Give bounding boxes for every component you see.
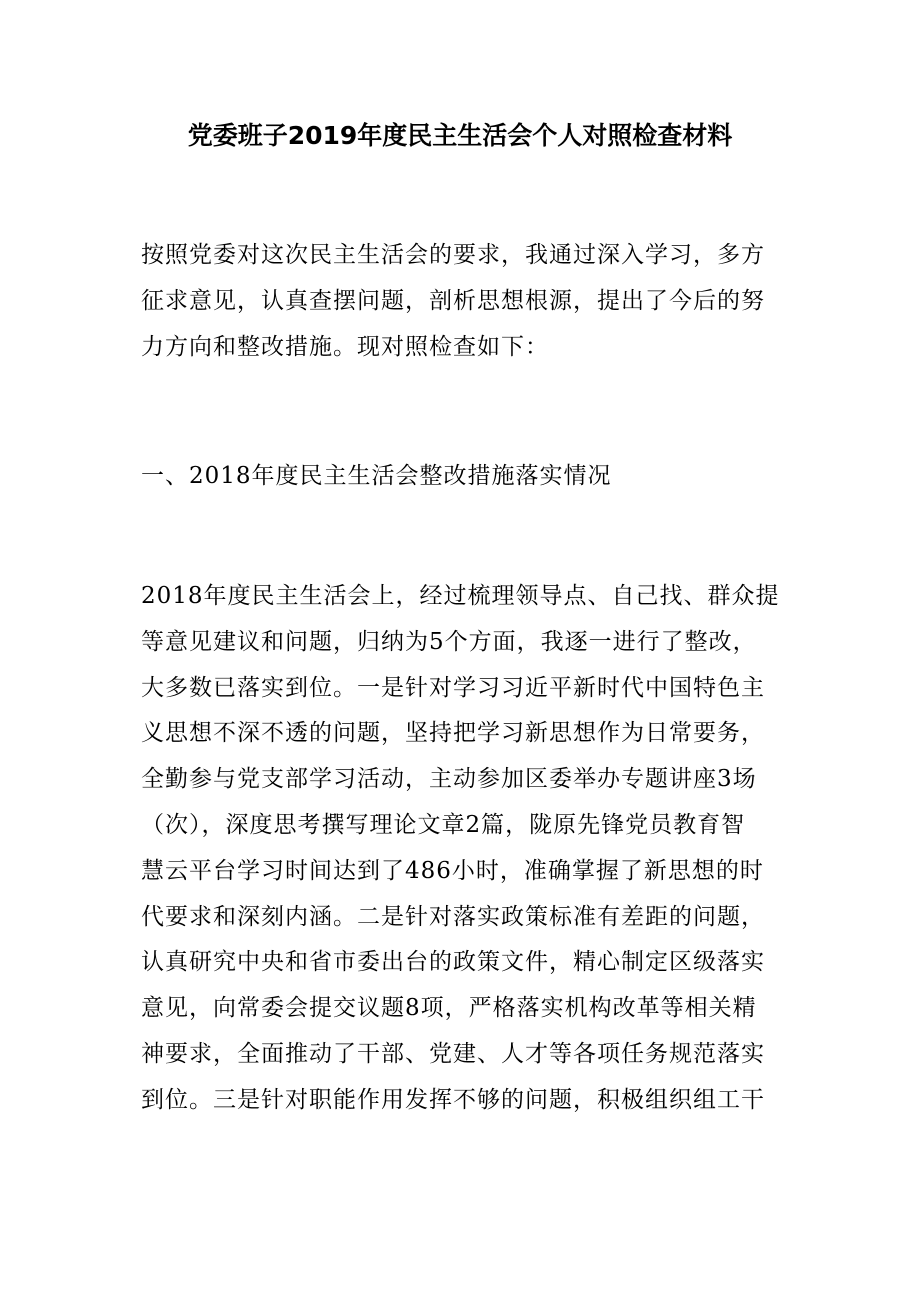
body-line: 到位。三是针对职能作用发挥不够的问题，积极组织组工干 xyxy=(141,1086,765,1113)
body-line: 2018年度民主生活会上，经过梳理领导点、自己找、群众提 xyxy=(141,583,780,609)
intro-line: 征求意见，认真查摆问题，剖析思想根源，提出了今后的努 xyxy=(141,287,765,314)
body-line: 大多数已落实到位。一是针对学习习近平新时代中国特色主 xyxy=(141,674,765,701)
section-heading xyxy=(141,454,783,500)
body-line: 等意见建议和问题，归纳为5个方面，我逐一进行了整改， xyxy=(141,628,757,655)
body-line: 慧云平台学习时间达到了486小时，准确掌握了新思想的时 xyxy=(141,857,764,884)
body-line: 全勤参与党支部学习活动，主动参加区委举办专题讲座3场 xyxy=(141,766,757,793)
body-line: 认真研究中央和省市委出台的政策文件，精心制定区级落实 xyxy=(141,949,765,976)
section-heading-text: 一、2018年度民主生活会整改措施落实情况 xyxy=(141,463,612,489)
body-line: 义思想不深不透的问题，坚持把学习新思想作为日常要务， xyxy=(141,720,765,747)
intro-paragraph xyxy=(141,233,783,370)
intro-line: 按照党委对这次民主生活会的要求，我通过深入学习，多方 xyxy=(141,242,765,268)
section-body-paragraph xyxy=(141,574,783,1124)
body-line: 意见，向常委会提交议题8项，严格落实机构改革等相关精 xyxy=(141,995,757,1022)
document-title: 党委班子2019年度民主生活会个人对照检查材料 xyxy=(187,121,733,150)
body-line: 神要求，全面推动了干部、党建、人才等各项任务规范落实 xyxy=(141,1040,765,1067)
intro-line: 力方向和整改措施。现对照检查如下： xyxy=(141,333,549,360)
body-line: 代要求和深刻内涵。二是针对落实政策标准有差距的问题， xyxy=(141,903,765,930)
body-line: （次），深度思考撰写理论文章2篇，陇原先锋党员教育智 xyxy=(141,811,746,838)
